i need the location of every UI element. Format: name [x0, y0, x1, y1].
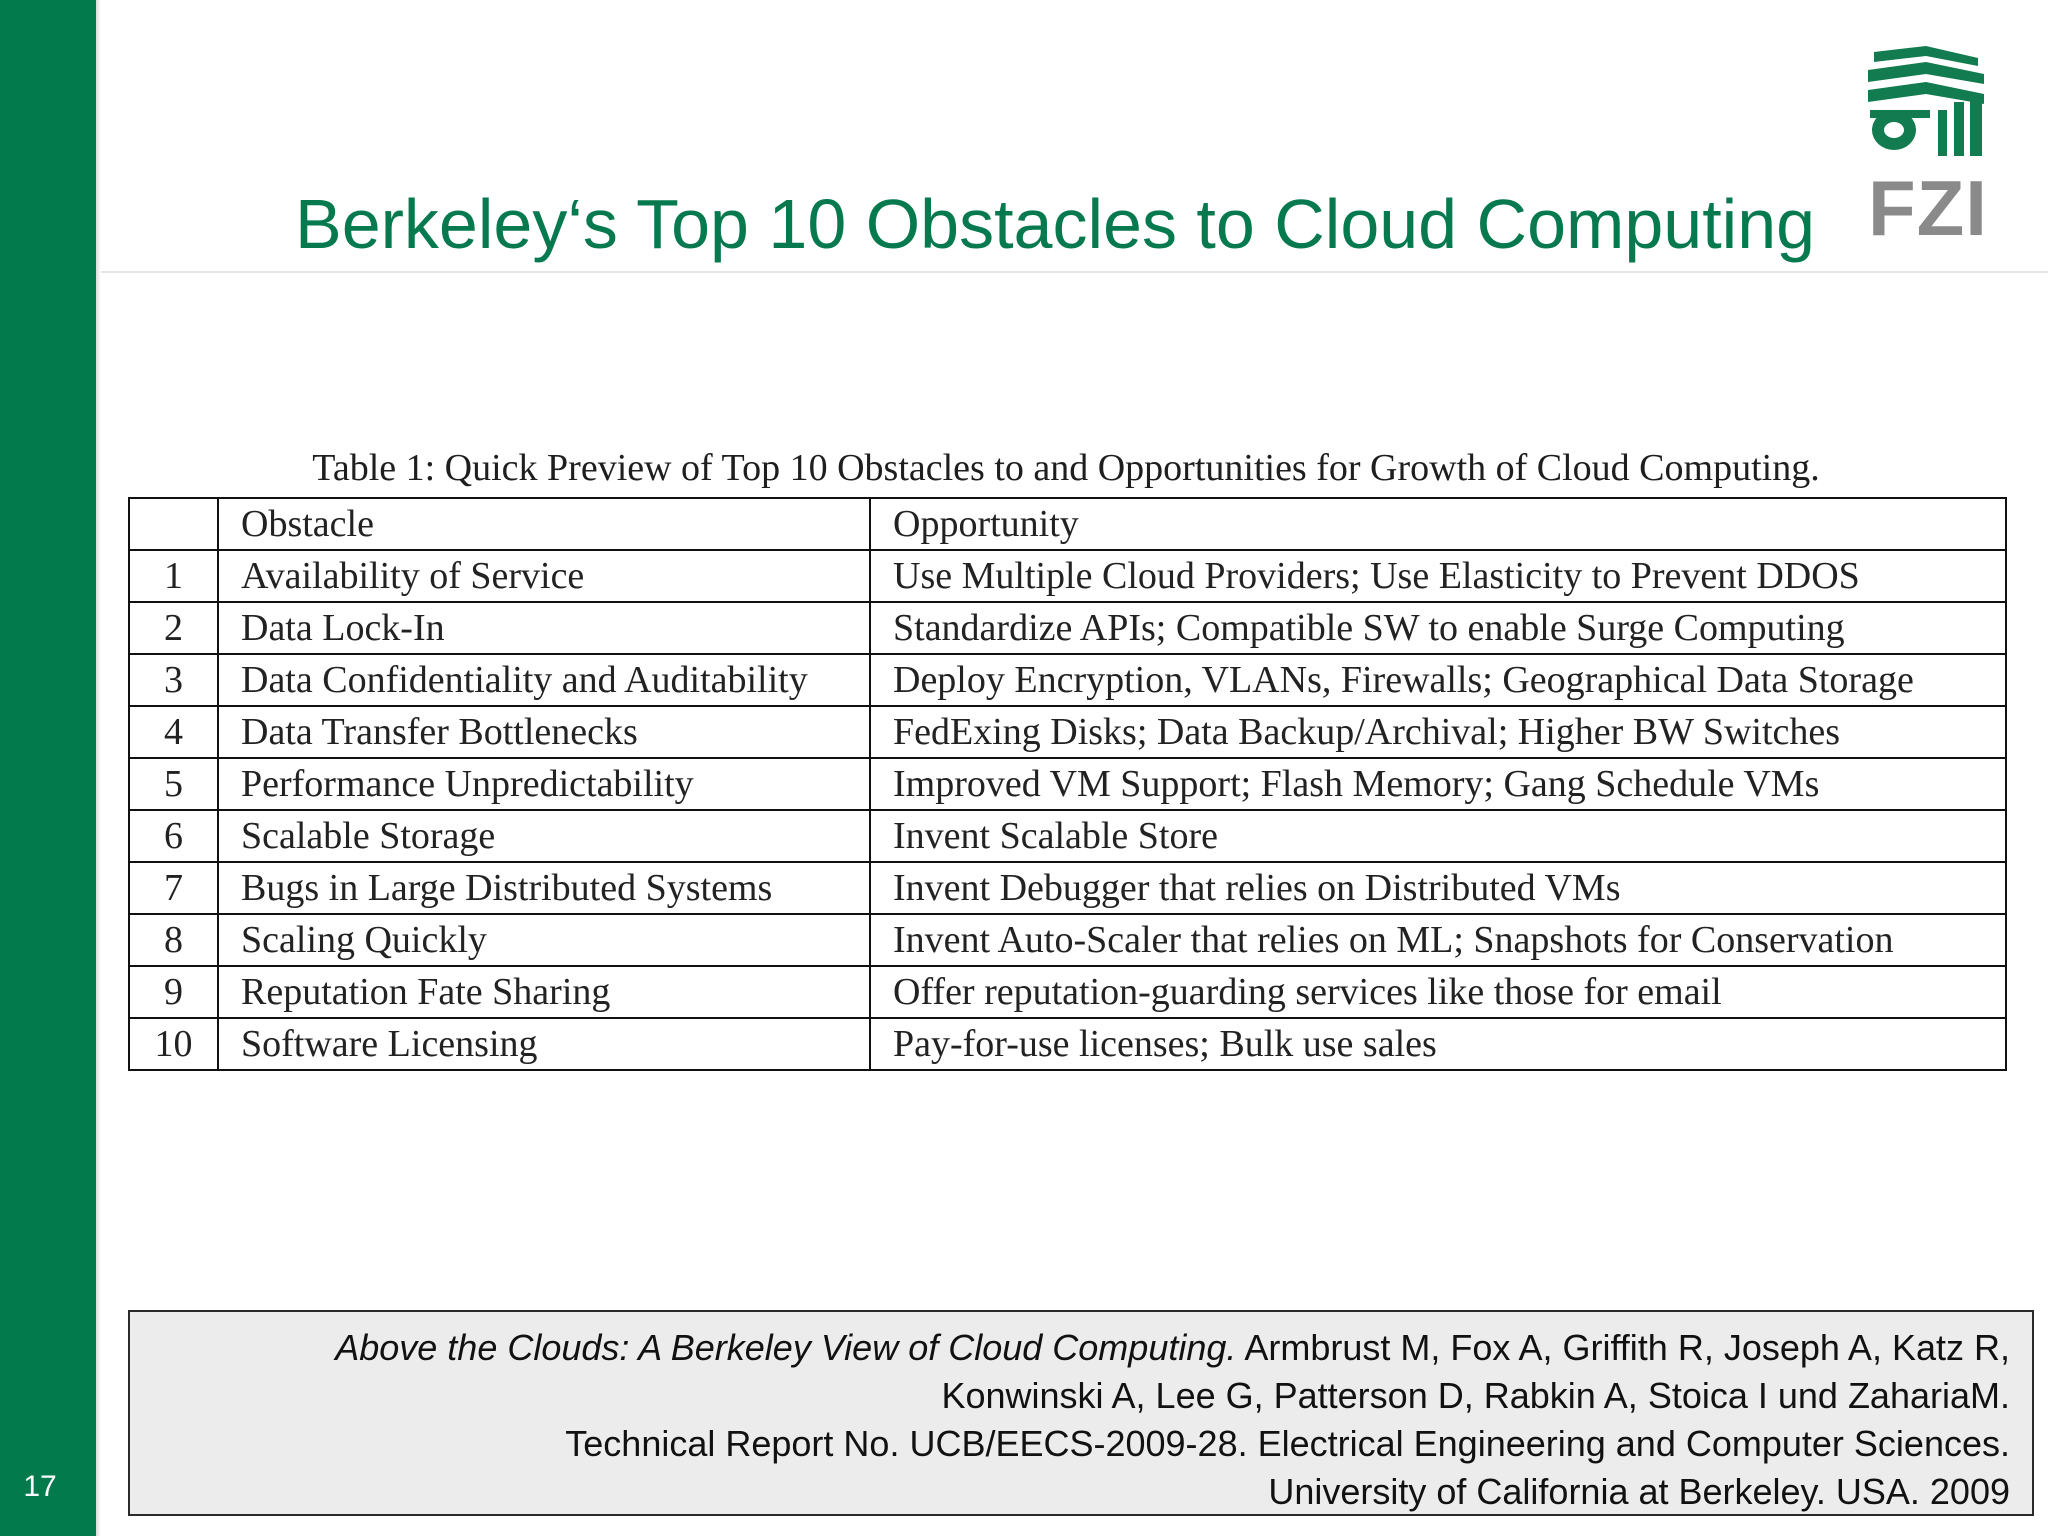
row-number: 9 — [129, 966, 218, 1018]
slide-title: Berkeley‘s Top 10 Obstacles to Cloud Computing — [295, 185, 1816, 263]
row-number: 3 — [129, 654, 218, 706]
header-obstacle: Obstacle — [218, 498, 870, 550]
title-divider — [101, 271, 2048, 273]
header-opportunity: Opportunity — [870, 498, 2006, 550]
opportunity-cell: Use Multiple Cloud Providers; Use Elasticity to Prevent DDOS — [870, 550, 2006, 602]
row-number: 8 — [129, 914, 218, 966]
obstacle-cell: Scaling Quickly — [218, 914, 870, 966]
opportunity-cell: FedExing Disks; Data Backup/Archival; Higher BW Switches — [870, 706, 2006, 758]
table-row — [129, 810, 2006, 862]
opportunity-cell: Invent Auto-Scaler that relies on ML; Snapshots for Conservation — [870, 914, 2006, 966]
citation-authors-2: Konwinski A, Lee G, Patterson D, Rabkin A, Stoica I und ZahariaM. — [941, 1375, 2010, 1416]
opportunity-cell: Improved VM Support; Flash Memory; Gang Schedule VMs — [870, 758, 2006, 810]
row-number: 2 — [129, 602, 218, 654]
obstacle-cell: Data Lock-In — [218, 602, 870, 654]
table-row — [129, 758, 2006, 810]
accent-bar-shadow — [96, 0, 101, 1536]
citation-institution: University of California at Berkeley. USA. 2009 — [1268, 1471, 2010, 1512]
obstacle-cell: Availability of Service — [218, 550, 870, 602]
table-row — [129, 966, 2006, 1018]
table-row — [129, 602, 2006, 654]
table-header-row — [129, 498, 2006, 550]
row-number: 1 — [129, 550, 218, 602]
table-row — [129, 550, 2006, 602]
obstacle-cell: Software Licensing — [218, 1018, 870, 1070]
table-caption: Table 1: Quick Preview of Top 10 Obstacles to and Opportunities for Growth of Cloud Computing. — [312, 447, 1820, 489]
table-row — [129, 654, 2006, 706]
table-row — [129, 1018, 2006, 1070]
opportunity-cell: Offer reputation-guarding services like those for email — [870, 966, 2006, 1018]
obstacle-cell: Bugs in Large Distributed Systems — [218, 862, 870, 914]
obstacle-cell: Reputation Fate Sharing — [218, 966, 870, 1018]
obstacle-cell: Performance Unpredictability — [218, 758, 870, 810]
opportunity-cell: Invent Scalable Store — [870, 810, 2006, 862]
table-row — [129, 862, 2006, 914]
citation-line-1 — [150, 1324, 2010, 1372]
citation-title: Above the Clouds: A Berkeley View of Cloud Computing. — [335, 1327, 1237, 1368]
opportunity-cell: Standardize APIs; Compatible SW to enable Surge Computing — [870, 602, 2006, 654]
citation-box — [128, 1310, 2034, 1516]
header-num — [129, 498, 218, 550]
left-accent-bar — [0, 0, 96, 1536]
opportunity-cell: Pay-for-use licenses; Bulk use sales — [870, 1018, 2006, 1070]
obstacles-table — [128, 497, 2007, 1071]
citation-authors-1: Armbrust M, Fox A, Griffith R, Joseph A, Katz R, — [1236, 1327, 2010, 1368]
obstacle-cell: Scalable Storage — [218, 810, 870, 862]
fzi-logo-text: FZI — [1868, 164, 1988, 252]
obstacle-cell: Data Transfer Bottlenecks — [218, 706, 870, 758]
table-row — [129, 914, 2006, 966]
table-row — [129, 706, 2006, 758]
row-number: 5 — [129, 758, 218, 810]
citation-report: Technical Report No. UCB/EECS-2009-28. Electrical Engineering and Computer Sciences. — [565, 1423, 2010, 1464]
slide-number: 17 — [23, 1470, 57, 1503]
row-number: 7 — [129, 862, 218, 914]
opportunity-cell: Deploy Encryption, VLANs, Firewalls; Geographical Data Storage — [870, 654, 2006, 706]
row-number: 4 — [129, 706, 218, 758]
obstacle-cell: Data Confidentiality and Auditability — [218, 654, 870, 706]
opportunity-cell: Invent Debugger that relies on Distributed VMs — [870, 862, 2006, 914]
row-number: 10 — [129, 1018, 218, 1070]
row-number: 6 — [129, 810, 218, 862]
